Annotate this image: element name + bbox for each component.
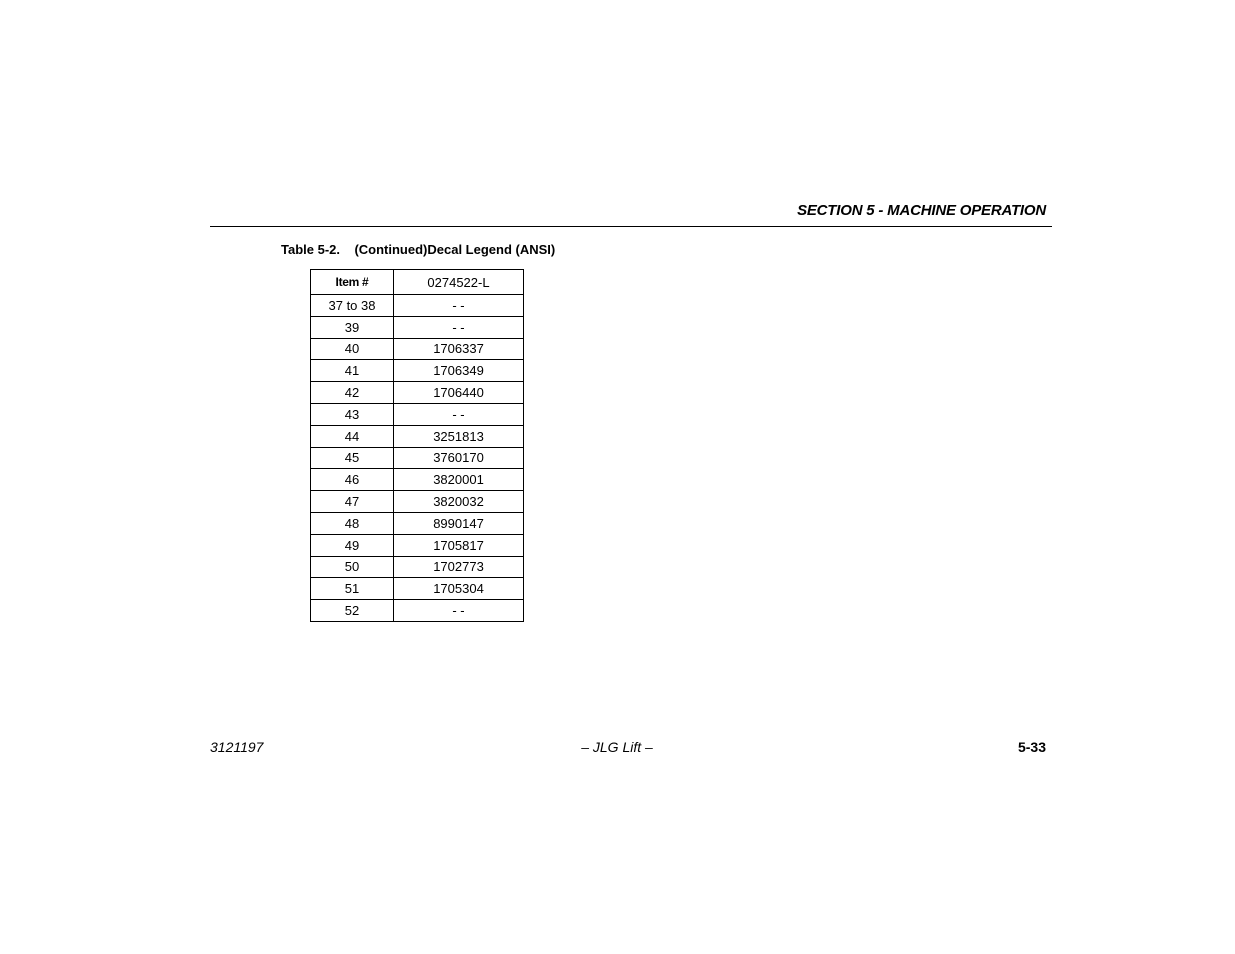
item-number-cell: 39	[311, 316, 394, 338]
item-number-cell: 48	[311, 512, 394, 534]
table-row	[311, 403, 524, 425]
part-number-cell: - -	[394, 295, 524, 317]
document-number: 3121197	[210, 739, 264, 755]
table-row	[311, 512, 524, 534]
item-number-cell: 52	[311, 600, 394, 622]
part-number-cell: 1705304	[394, 578, 524, 600]
table-row	[311, 600, 524, 622]
item-number-cell: 51	[311, 578, 394, 600]
item-number-cell: 43	[311, 403, 394, 425]
item-number-cell: 44	[311, 425, 394, 447]
item-number-cell: 42	[311, 382, 394, 404]
page-number: 5-33	[1017, 739, 1046, 755]
item-number-cell: 46	[311, 469, 394, 491]
header-rule	[210, 226, 1052, 227]
table-row	[311, 338, 524, 360]
table-row	[311, 578, 524, 600]
section-header: SECTION 5 - MACHINE OPERATION	[797, 202, 1046, 219]
part-number-cell: 3760170	[394, 447, 524, 469]
table-row	[311, 316, 524, 338]
part-number-cell: 1706337	[394, 338, 524, 360]
table-row	[311, 382, 524, 404]
table-row	[311, 491, 524, 513]
part-number-cell: 3820001	[394, 469, 524, 491]
part-number-cell: 1705817	[394, 534, 524, 556]
decal-legend-table	[310, 269, 524, 622]
table-row	[311, 556, 524, 578]
part-number-cell: 1706349	[394, 360, 524, 382]
item-number-cell: 47	[311, 491, 394, 513]
item-number-cell: 41	[311, 360, 394, 382]
table-row	[311, 534, 524, 556]
table-row	[311, 360, 524, 382]
item-number-cell: 50	[311, 556, 394, 578]
column-header-item: Item #	[311, 270, 394, 295]
item-number-cell: 40	[311, 338, 394, 360]
table-row	[311, 469, 524, 491]
part-number-cell: - -	[394, 600, 524, 622]
part-number-cell: 3251813	[394, 425, 524, 447]
table-row	[311, 447, 524, 469]
publisher-name: – JLG Lift –	[581, 739, 653, 755]
part-number-cell: - -	[394, 403, 524, 425]
part-number-cell: 1706440	[394, 382, 524, 404]
item-number-cell: 45	[311, 447, 394, 469]
part-number-cell: 3820032	[394, 491, 524, 513]
part-number-cell: 8990147	[394, 512, 524, 534]
table-row	[311, 425, 524, 447]
item-number-cell: 37 to 38	[311, 295, 394, 317]
table-header-row	[311, 270, 524, 295]
item-number-cell: 49	[311, 534, 394, 556]
table-row	[311, 295, 524, 317]
part-number-cell: 1702773	[394, 556, 524, 578]
column-header-part-number: 0274522-L	[394, 270, 524, 295]
part-number-cell: - -	[394, 316, 524, 338]
table-caption: Table 5-2. (Continued)Decal Legend (ANSI)	[281, 242, 556, 257]
